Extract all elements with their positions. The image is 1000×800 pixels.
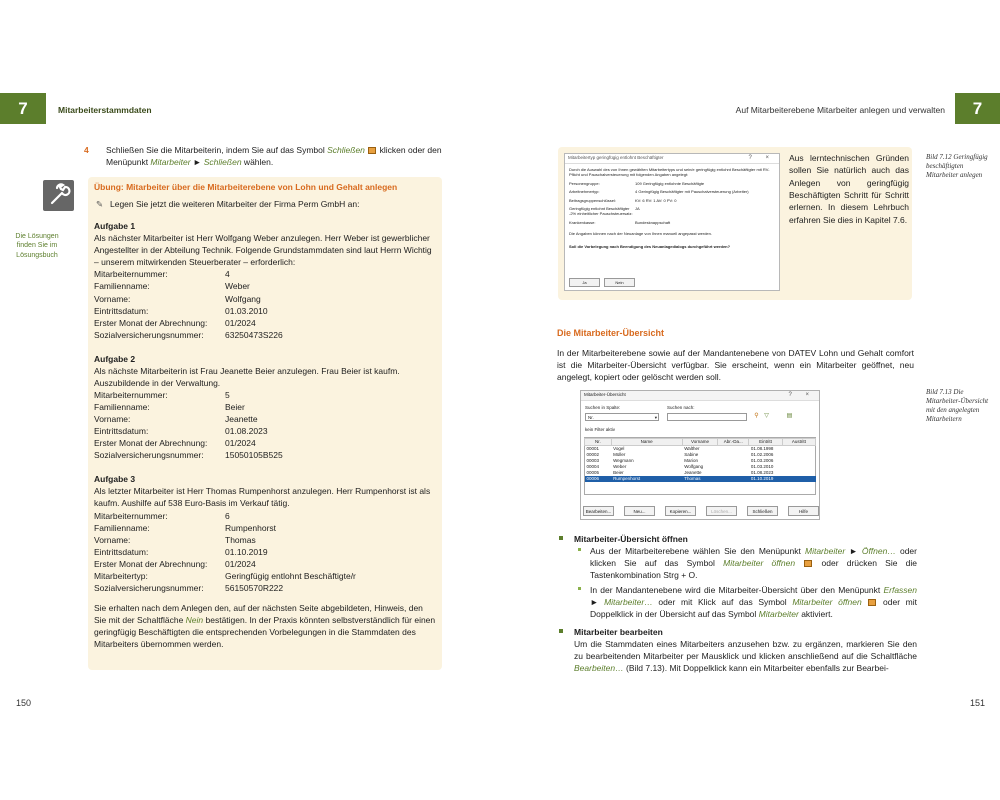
employee-overview-dialog: [580, 390, 820, 520]
employee-table: [584, 438, 816, 482]
step-4: [84, 144, 443, 168]
chapter-tab-right: 7: [955, 93, 1000, 124]
dialog-row: Geringfügig entlohnt Beschäftigter -2% einheitlicher Pauschsteuersatz: JA: [569, 205, 640, 217]
open-employee-icon: [868, 599, 876, 606]
exercise-intro: ✎ Legen Sie jetzt die weiteren Mitarbeiter der Firma Perm GmbH an:: [96, 199, 360, 210]
table-row[interactable]: 00005 Beier Jeanette 01.08.2023: [586, 470, 774, 476]
task-fields: Mitarbeiternummer: 5 Familienname: Beier Vorname: Jeanette Eintrittsdatum: 01.08.2023 Erster Monat der Abrechnung: 01/2024 Sozialversicherungsnummer: 15050105B525: [94, 389, 283, 461]
employee-type-dialog: [564, 153, 780, 291]
yes-button[interactable]: Ja: [569, 278, 600, 287]
task-1: [94, 220, 436, 341]
exercise-closing: Sie erhalten nach dem Anlegen den, auf der nächsten Seite abgebildeten, Hinweis, den Sie mit der Schaltfläche Nein bestätigen. In der Praxis könnten selbstverständlich für einen geringfügig Beschäftigten die entsprechenden Vorbelegungen in die Stammdaten des Mitarbeiters übernommen werden.: [94, 602, 436, 650]
table-row[interactable]: 00001 Vogel Walther 01.08.1998: [586, 446, 774, 452]
dialog-row: Personengruppe: 109 Geringfügig entlohnte Beschäftigte: [569, 180, 705, 186]
bullet-open-overview: [557, 533, 917, 620]
exercise-box: [88, 177, 442, 670]
dialog-intro: Durch die Auswahl des von Ihnen gewählten Mitarbeitertyps und sein/e geringfügig entlohnt Beschäftigter mit RV-Pflicht und Pauschalversteuerung mit folgenden Angaben angelegt:: [569, 167, 770, 178]
col-header-abr[interactable]: Abr.-Da...: [718, 439, 749, 446]
bullet-square-icon: [559, 629, 563, 633]
delete-button[interactable]: Löschen...: [706, 506, 737, 516]
print-icon[interactable]: ▤: [786, 413, 793, 419]
bullet-square-icon: [559, 536, 563, 540]
task-text: Als nächster Mitarbeiter ist Herr Wolfgang Weber anzulegen. Herr Weber ist gewerblicher Angestellter in der Abteilung Technik. Folgende Grundstammdaten sind laut Herrn Wichtig – unserem mitwirkenden Steuerberater – erforderlich:: [94, 233, 432, 268]
open-employee-icon: [804, 560, 812, 567]
dialog-question: Soll die Vorbelegung nach Beendigung des Neuanlagedialogs durchgeführt werden?: [569, 243, 731, 249]
step-text: Schließen Sie die Mitarbeiterin, indem Sie auf das Symbol Schließen klicken oder den Menüpunkt Mitarbeiter ► Schließen wählen.: [106, 145, 442, 168]
new-button[interactable]: Neu...: [624, 506, 655, 516]
no-button[interactable]: Nein: [604, 278, 635, 287]
caption-7-13: Bild 7.13 Die Mitarbeiter-Übersicht mit den angelegten Mitarbeitern: [926, 388, 989, 424]
search-column-select[interactable]: Nr. ▾: [585, 413, 659, 421]
dialog-row: Krankenkasse: Bundesknappschaft: [569, 219, 671, 225]
dialog-controls[interactable]: ? ×: [748, 155, 775, 161]
col-header-firstname[interactable]: Vorname: [682, 439, 718, 446]
page-number-right: 151: [970, 698, 986, 708]
task-text: Als letzter Mitarbeiter ist Herr Thomas Rumpenhorst anzulegen. Herr Rumpenhorst ist als kaufm. Aushilfe auf 538 Euro-Basis im Verkauf tätig.: [94, 486, 431, 509]
solutions-note: Die Lösungen finden Sie im Lösungsbuch: [15, 233, 59, 259]
task-3: [94, 473, 436, 594]
chapter-tab-left: 7: [0, 93, 46, 124]
task-2: [94, 353, 436, 462]
running-head-right: Auf Mitarbeiterebene Mitarbeiter anlegen und verwalten: [735, 105, 945, 115]
copy-button[interactable]: Kopieren...: [665, 506, 696, 516]
task-heading: Aufgabe 1: [94, 221, 136, 232]
bullet-heading: Mitarbeiter bearbeiten: [574, 627, 663, 637]
task-fields: Mitarbeiternummer: 6 Familienname: Rumpenhorst Vorname: Thomas Eintrittsdatum: 01.10.2019 Erster Monat der Abrechnung: 01/2024 Mitarbeitertyp: Geringfügig entlohnt Beschäftigte/r Sozialversicherungsnummer: 56150570R222: [94, 510, 356, 593]
filter-icon[interactable]: ▽: [764, 413, 769, 419]
dialog-title: Mitarbeiter-Übersicht ? ×: [581, 391, 819, 401]
search-column-label: Suchen in Spalte:: [585, 405, 621, 410]
page-number-left: 150: [16, 698, 32, 708]
caption-7-12: Bild 7.12 Geringfügig beschäftigten Mitarbeiter anlegen: [926, 153, 988, 180]
sub-bullet: In der Mandantenebene wird die Mitarbeiter-Übersicht über den Menüpunkt Erfassen ► Mitarbeiter… oder mit Klick auf das Symbol Mitarbeiter öffnen oder mit Doppelklick in der Übersicht auf das Symbol Mitarbeiter aktiviert.: [590, 584, 917, 620]
search-icon[interactable]: ⚲: [754, 413, 759, 419]
table-row[interactable]: 00003 Wegmann Marion 01.03.2006: [586, 458, 774, 464]
step-number: 4: [84, 145, 89, 155]
search-input[interactable]: [667, 413, 747, 421]
pen-icon: ✎: [96, 199, 104, 210]
sub-bullet: Aus der Mitarbeiterebene wählen Sie den Menüpunkt Mitarbeiter ► Öffnen… oder klicken Sie auf das Symbol Mitarbeiter öffnen oder drücken Sie die Tastenkombination Strg + O.: [590, 545, 917, 581]
col-header-entry[interactable]: Eintritt: [749, 439, 782, 446]
col-header-nr[interactable]: Nr.: [585, 439, 612, 446]
section-text: In der Mitarbeiterebene sowie auf der Mandantenebene von DATEV Lohn und Gehalt comfort ist die Mitarbeiter-Übersicht verfügbar. Sie erscheint, wenn ein Mitarbeiter geöffnet, neu angelegt, kopiert oder gelöscht werden soll.: [557, 348, 914, 383]
figure-side-text: Aus lerntechnischen Gründen sollen Sie natürlich auch das Anlegen von geringfügig Beschäftigten Schritt für Schritt erlernen. In diesem Lehrbuch erfahren Sie dies in Kapitel 7.6.: [789, 153, 909, 225]
dialog-row: Beitragsgruppenschlüssel: KV: 6 RV: 1 AV: 0 PV: 0: [569, 197, 677, 203]
col-header-name[interactable]: Name: [611, 439, 682, 446]
task-text: Als nächste Mitarbeiterin ist Frau Jeanette Beier anzulegen. Frau Beier ist kaufm. Auszubildende in der Verwaltung.: [94, 365, 400, 388]
dialog-row: Arbeitnehmertyp: 4 Geringfügig Beschäftigter mit Pauschalversteuerung (Arbeiter): [569, 189, 749, 195]
bullet-heading: Mitarbeiter-Übersicht öffnen: [574, 534, 688, 544]
exercise-title: Übung: Mitarbeiter über die Mitarbeiterebene von Lohn und Gehalt anlegen: [94, 182, 398, 192]
close-button[interactable]: Schließen: [747, 506, 778, 516]
edit-button[interactable]: Bearbeiten...: [583, 506, 614, 516]
task-heading: Aufgabe 2: [94, 353, 136, 364]
help-button[interactable]: Hilfe: [788, 506, 819, 516]
table-row-selected[interactable]: 00006 Rumpenhorst Thomas 01.10.2019: [585, 476, 816, 482]
bullet-text: Um die Stammdaten eines Mitarbeiters anzusehen bzw. zu ergänzen, markieren Sie den zu bearbeitenden Mitarbeiter per Mausklick und klicken anschließend auf die Schaltfläche Bearbeiten… (Bild 7.13). Mit Doppelklick kann ein Mitarbeiter ebenfalls zur Bearbei-: [574, 639, 917, 674]
col-header-exit[interactable]: Austritt: [782, 439, 815, 446]
wrench-icon: [43, 180, 74, 211]
dialog-note: Die Angaben können nach der Neuanlage von Ihnen manuell angepasst werden.: [569, 231, 712, 237]
task-fields: Mitarbeiternummer: 4 Familienname: Weber Vorname: Wolfgang Eintrittsdatum: 01.03.2010 Erster Monat der Abrechnung: 01/2024 Sozialversicherungsnummer: 63250473S226: [94, 269, 283, 340]
running-head-left: Mitarbeiterstammdaten: [58, 105, 152, 115]
bullet-edit-employee: [557, 626, 917, 674]
table-row[interactable]: 00002 Müller Sabine 01.02.2006: [586, 452, 774, 458]
search-for-label: Suchen nach:: [667, 405, 695, 410]
filter-status: kein Filter aktiv: [585, 427, 616, 432]
dialog-controls[interactable]: ? ×: [788, 392, 815, 398]
task-heading: Aufgabe 3: [94, 474, 136, 485]
dialog-title: Mitarbeitertyp geringfügig entlohnt Beschäftigter ? ×: [565, 154, 779, 164]
close-symbol-icon: [368, 147, 376, 154]
section-title: Die Mitarbeiter-Übersicht: [557, 328, 665, 338]
table-row[interactable]: 00004 Weber Wolfgang 01.03.2010: [586, 464, 774, 470]
dialog-button-bar: [583, 506, 819, 516]
